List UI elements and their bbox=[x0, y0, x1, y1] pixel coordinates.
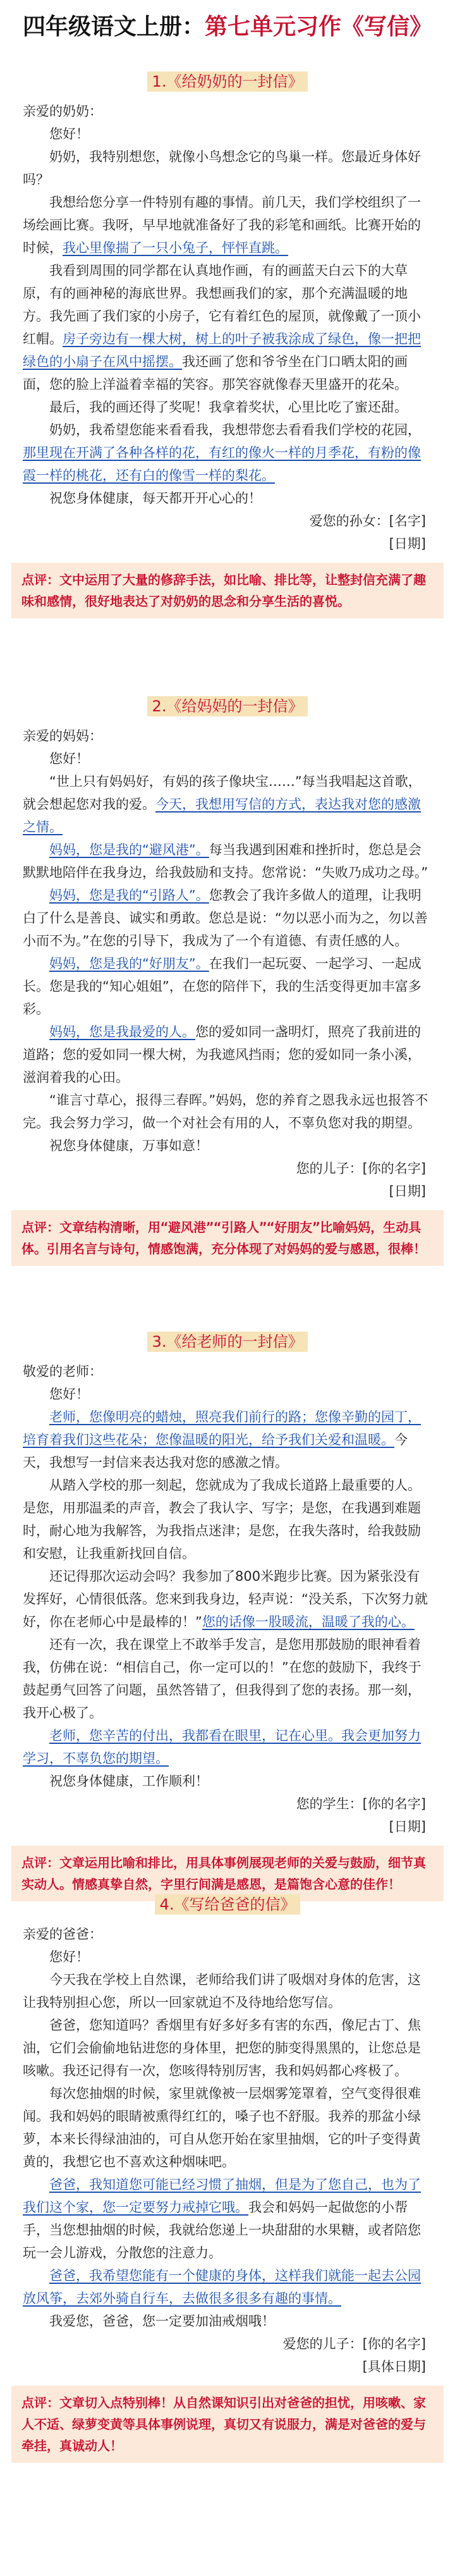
paragraph bbox=[23, 2264, 432, 2310]
paragraph: 奶奶，我希望您能来看看我，我想带您去看看我们学校的花园，那里现在开满了各种各样的花，有红的像火一样的月季花，有粉的像霞一样的桃花，还有白的像雪一样的梨花。 bbox=[23, 422, 421, 483]
greeting: 敬爱的老师： bbox=[23, 1364, 102, 1379]
paragraph: 还记得那次运动会吗？我参加了800米跑步比赛。因为紧张没有发挥好，心情很低落。您来到我身边，轻声说：“没关系，下次努力就好，你在老师心中是最棒的！”您的话像一股暖流，温暖了我的心。 bbox=[23, 1569, 428, 1629]
comment-box: 点评：文章结构清晰，用“避风港”“引路人”“好朋友”比喻妈妈，生动具体。引用名言与诗句，情感饱满，充分体现了对妈妈的爱与感恩，很棒！ bbox=[11, 1210, 444, 1266]
paragraph: 妈妈，您是我最爱的人。您的爱如同一盏明灯，照亮了我前进的道路；您的爱如同一棵大树，为我遮风挡雨；您的爱如同一条小溪，滋润着我的心田。 bbox=[23, 1024, 421, 1085]
section-heading: 3.《给老师的一封信》 bbox=[0, 1331, 455, 1352]
letter-section-1 bbox=[0, 71, 455, 618]
wish: 祝您身体健康，工作顺利！ bbox=[49, 1774, 209, 1789]
highlight-text: 那里现在开满了各种各样的花，有红的像火一样的月季花，有粉的像霞一样的桃花，还有白的像雪一样的梨花。 bbox=[23, 445, 421, 483]
paragraph: 还有一次，我在课堂上不敢举手发言，是您用那鼓励的眼神看着我，仿佛在说：“相信自己，你一定可以的！”在您的鼓励下，我终于鼓起勇气回答了问题，虽然答错了，但我得到了您的表扬。那一刻，我开心极了。 bbox=[23, 1637, 422, 1720]
letter-section-3 bbox=[0, 1331, 455, 1901]
paragraph: 妈妈，您是我的“引路人”。您教会了我许多做人的道理，让我明白了什么是善良、诚实和勇敢。您总是说：“勿以恶小而为之，勿以善小而不为。”在您的引导下，我成为了一个有道德、有责任感的人。 bbox=[23, 888, 428, 948]
section-heading: 4.《写给爸爸的信》 bbox=[0, 1894, 455, 1915]
paragraph: 妈妈，您是我的“避风港”。每当我遇到困难和挫折时，您总是会默默地陪伴在我身边，给我鼓励和支持。您常说：“失败乃成功之母。” bbox=[23, 842, 428, 880]
hello: 您好！ bbox=[49, 126, 89, 142]
paragraph: 每次您抽烟的时候，家里就像被一层烟雾笼罩着，空气变得很难闻。我和妈妈的眼睛被熏得红红的，嗓子也不舒服。我养的那盆小绿萝，本来长得绿油油的，可自从您开始在家里抽烟，它的叶子变得黄黄的，我想它也不喜欢这种烟味吧。 bbox=[23, 2086, 421, 2169]
hello: 您好！ bbox=[49, 1949, 89, 1965]
highlight-text: 房子旁边有一棵大树，树上的叶子被我涂成了绿色，像一把把绿色的小扇子在风中摇摆。 bbox=[23, 331, 421, 369]
greeting: 亲爱的奶奶： bbox=[23, 104, 102, 119]
paragraph: 我看到周围的同学都在认真地作画，有的画蓝天白云下的大草原，有的画神秘的海底世界。我想画我们的家，那个充满温暖的地方。我先画了我们家的小房子，它有着红色的屋顶，就像戴了一顶小红帽。房子旁边有一棵大树，树上的叶子被我涂成了绿色，像一把把绿色的小扇子在风中摇摆。我还画了您和爷爷坐在门口晒太阳的画面，您的脸上洋溢着幸福的笑容。那笑容就像春天里盛开的花朵。 bbox=[23, 263, 421, 392]
paragraph: 从踏入学校的那一刻起，您就成为了我成长道路上最重要的人。是您，用那温柔的声音，教会了我认字、写字；是您，在我遇到难题时，耐心地为我解答，为我指点迷津；是您，在我失落时，给我鼓励和安慰，让我重新找回自信。 bbox=[23, 1478, 421, 1561]
paragraph: 我爱您，爸爸，您一定要加油戒烟哦！ bbox=[49, 2314, 275, 2329]
paragraph: 奶奶，我特别想您，就像小鸟想念它的鸟巢一样。您最近身体好吗？ bbox=[23, 149, 421, 187]
signature: 您的儿子：[你的名字] bbox=[296, 1161, 426, 1176]
page-title bbox=[0, 0, 455, 53]
paragraph: 最后，我的画还得了奖呢！我拿着奖状，心里比吃了蜜还甜。 bbox=[49, 400, 408, 415]
highlight-text: 妈妈，您是我最爱的人。 bbox=[49, 1024, 195, 1040]
highlight-text: 今天，我想用写信的方式，表达我对您的感激之情。 bbox=[23, 797, 421, 835]
highlight-text: 妈妈，您是我的“好朋友”。 bbox=[49, 956, 209, 971]
letter-body bbox=[0, 1360, 455, 1838]
hello: 您好！ bbox=[49, 1387, 89, 1402]
highlight-text: 我心里像揣了一只小兔子，怦怦直跳。 bbox=[63, 240, 288, 255]
date: [日期] bbox=[389, 536, 426, 551]
letter-body bbox=[0, 725, 455, 1203]
highlight-text: 老师，您辛苦的付出，我都看在眼里，记在心里。我会更加努力学习，不辜负您的期望。 bbox=[23, 1728, 421, 1766]
paragraph: 今天我在学校上自然课，老师给我们讲了吸烟对身体的危害，这让我特别担心您，所以一回家就迫不及待地给您写信。 bbox=[23, 1972, 421, 2010]
highlight-text: 您的话像一股暖流，温暖了我的心。 bbox=[202, 1614, 415, 1629]
signature: 爱您的孙女：[名字] bbox=[309, 513, 426, 529]
letter-body bbox=[0, 1923, 455, 2378]
wish: 祝您身体健康，每天都开开心心的！ bbox=[49, 491, 262, 506]
greeting: 亲爱的妈妈： bbox=[23, 728, 102, 744]
paragraph: 老师，您像明亮的蜡烛，照亮我们前行的路；您像辛勤的园丁，培育着我们这些花朵；您像温暖的阳光，给予我们关爱和温暖。今天，我想写一封信来表达我对您的感激之情。 bbox=[23, 1409, 421, 1470]
highlight-text: 妈妈，您是我的“引路人”。 bbox=[49, 888, 209, 903]
date: [日期] bbox=[389, 1819, 426, 1834]
title-prefix: 四年级语文上册： bbox=[22, 13, 205, 40]
section-heading: 2.《给妈妈的一封信》 bbox=[0, 696, 455, 717]
highlight-text: 爸爸，我希望您能有一个健康的身体，这样我们就能一起去公园放风筝，去郊外骑自行车，去做很多很多有趣的事情。 bbox=[23, 2268, 421, 2306]
paragraph: 爸爸，您知道吗？香烟里有好多好多有害的东西，像尼古丁、焦油，它们会偷偷地钻进您的身体里，把您的肺变得黑黑的，让您总是咳嗽。我还记得有一次，您咳得特别厉害，我和妈妈都心疼极了。 bbox=[23, 2018, 421, 2078]
comment-box: 点评：文章切入点特别棒！从自然课知识引出对爸爸的担忧，用咳嗽、家人不适、绿萝变黄等具体事例说理，真切又有说服力，满是对爸爸的爱与牵挂，真诚动人！ bbox=[11, 2386, 444, 2463]
letter-body bbox=[0, 100, 455, 555]
comment-box: 点评：文中运用了大量的修辞手法，如比喻、排比等，让整封信充满了趣味和感情，很好地表达了对奶奶的思念和分享生活的喜悦。 bbox=[11, 563, 444, 618]
section-heading: 1.《给奶奶的一封信》 bbox=[0, 71, 455, 92]
letter-section-4 bbox=[0, 1894, 455, 2463]
title-main: 第七单元习作《写信》 bbox=[205, 13, 433, 40]
signature: 您的学生：[你的名字] bbox=[296, 1796, 426, 1812]
highlight-text: 老师，您像明亮的蜡烛，照亮我们前行的路；您像辛勤的园丁，培育着我们这些花朵；您像温暖的阳光，给予我们关爱和温暖。 bbox=[23, 1409, 421, 1447]
paragraph: 爸爸，我知道您可能已经习惯了抽烟，但是为了您自己，也为了我们这个家，您一定要努力戒掉它哦。我会和妈妈一起做您的小帮手，当您想抽烟的时候，我就给您递上一块甜甜的水果糖，或者陪您玩一会儿游戏，分散您的注意力。 bbox=[23, 2177, 421, 2260]
signature: 爱您的儿子：[你的名字] bbox=[282, 2336, 426, 2352]
date: [日期] bbox=[389, 1184, 426, 1199]
paragraph: “世上只有妈妈好，有妈的孩子像块宝……”每当我唱起这首歌，就会想起您对我的爱。今天，我想用写信的方式，表达我对您的感激之情。 bbox=[23, 774, 422, 835]
wish: 祝您身体健康，万事如意！ bbox=[49, 1138, 209, 1153]
paragraph bbox=[23, 1724, 432, 1770]
paragraph: 妈妈，您是我的“好朋友”。在我们一起玩耍、一起学习、一起成长。您是我的“知心姐姐”，在您的陪伴下，我的生活变得更加丰富多彩。 bbox=[23, 956, 422, 1017]
paragraph: 我想给您分享一件特别有趣的事情。前几天，我们学校组织了一场绘画比赛。我呀，早早地就准备好了我的彩笔和画纸。比赛开始的时候，我心里像揣了一只小兔子，怦怦直跳。 bbox=[23, 195, 421, 255]
paragraph: “谁言寸草心，报得三春晖。”妈妈，您的养育之恩我永远也报答不完。我会努力学习，做一个对社会有用的人，不辜负您对我的期望。 bbox=[23, 1093, 428, 1131]
date: [具体日期] bbox=[362, 2359, 426, 2374]
hello: 您好！ bbox=[49, 751, 89, 766]
highlight-text: 爸爸，我知道您可能已经习惯了抽烟，但是为了您自己，也为了我们这个家，您一定要努力戒掉它哦。 bbox=[23, 2177, 421, 2215]
greeting: 亲爱的爸爸： bbox=[23, 1927, 102, 1942]
letter-section-2 bbox=[0, 696, 455, 1266]
highlight-text: 妈妈，您是我的“避风港”。 bbox=[49, 842, 209, 857]
comment-box: 点评：文章运用比喻和排比，用具体事例展现老师的关爱与鼓励，细节真实动人。情感真挚自然，字里行间满是感恩，是篇饱含心意的佳作！ bbox=[11, 1846, 444, 1901]
